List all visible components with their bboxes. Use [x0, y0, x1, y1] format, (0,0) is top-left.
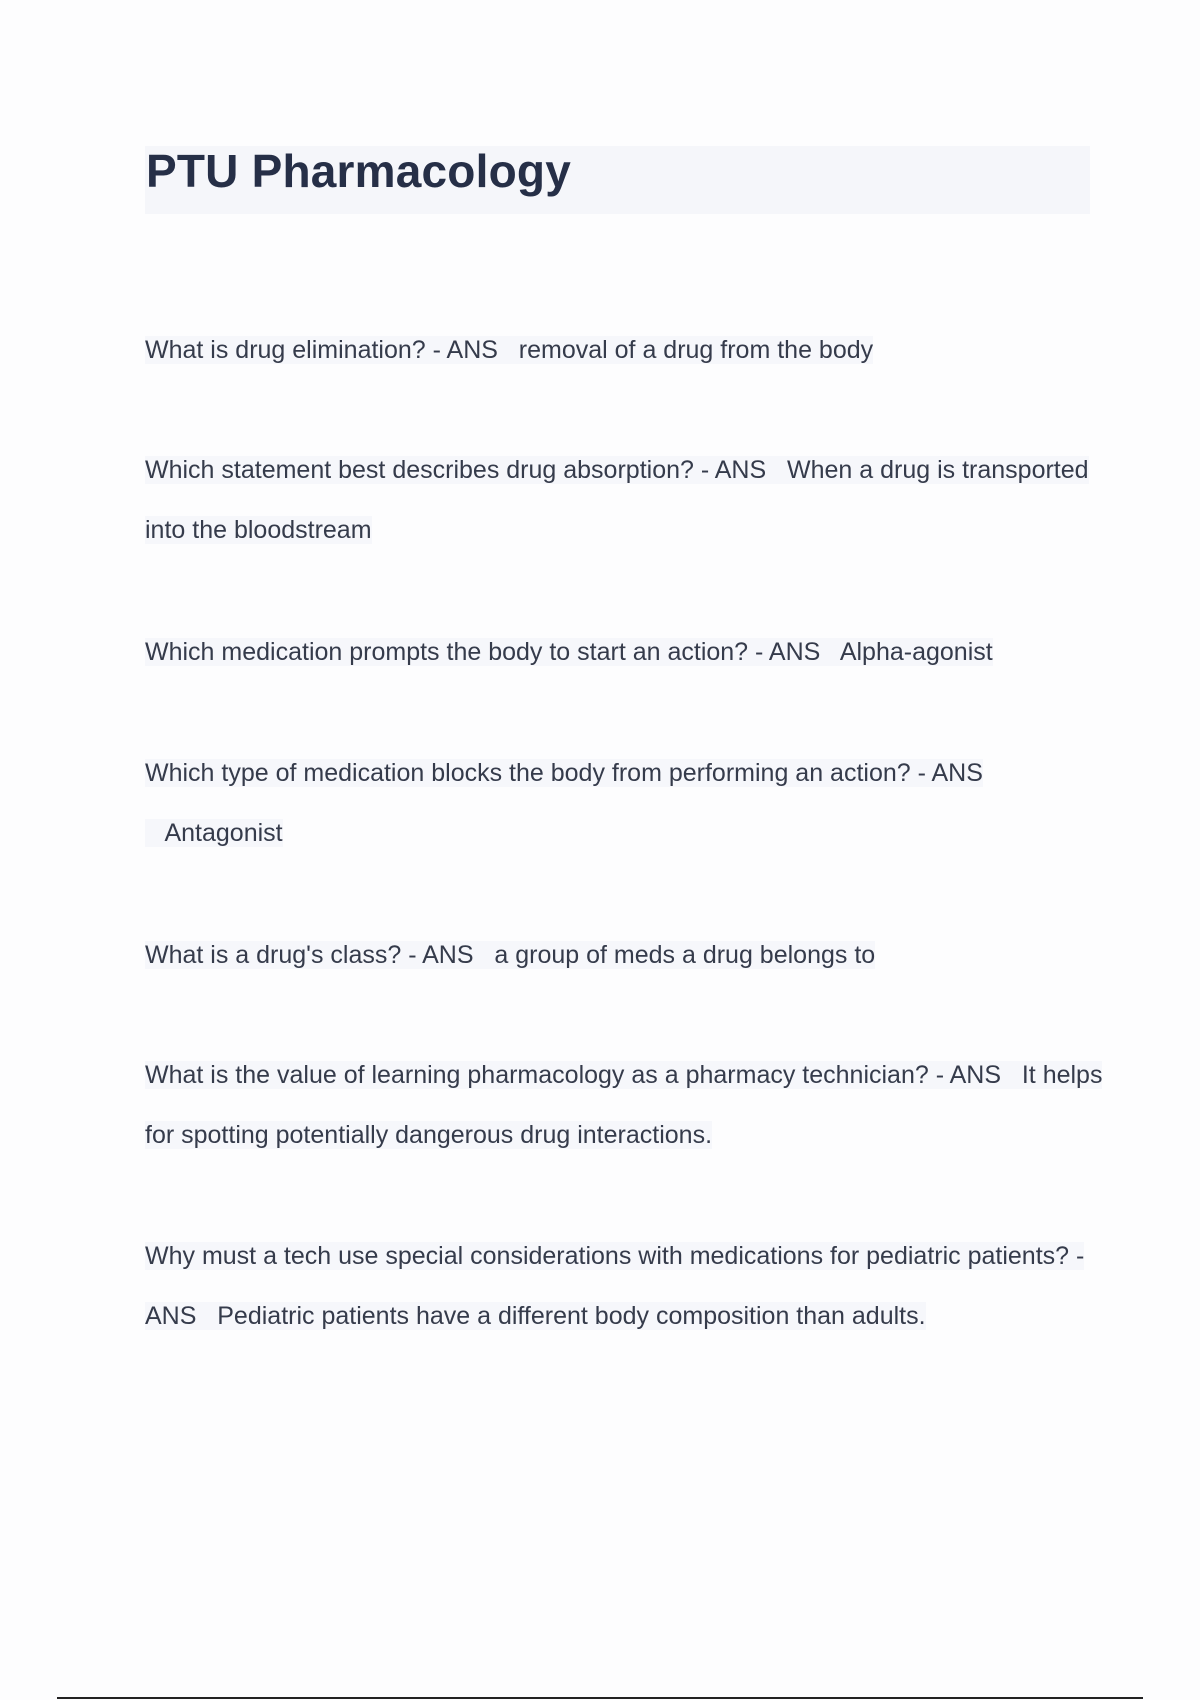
qa-item [145, 1045, 1105, 1165]
qa-item [145, 743, 1105, 863]
question-text: Which type of medication blocks the body from performing an action? - ANS [145, 759, 983, 787]
qa-item [145, 925, 1105, 985]
answer-text: Alpha-agonist [839, 638, 993, 666]
qa-item [145, 440, 1105, 560]
question-text: Which medication prompts the body to start an action? - ANS [145, 638, 821, 666]
answer-text: a group of meds a drug belongs to [494, 941, 876, 969]
question-text: Which statement best describes drug absorption? - ANS [145, 456, 767, 484]
answer-text: removal of a drug from the body [518, 336, 874, 364]
answer-text: It helps for spotting potentially dangerous drug interactions. [145, 1061, 1103, 1149]
qa-item [145, 622, 1105, 682]
question-text: What is a drug's class? - ANS [145, 941, 474, 969]
answer-text: When a drug is transported into the bloodstream [145, 456, 1089, 544]
qa-item [145, 1226, 1105, 1346]
footer-divider [57, 1697, 1143, 1699]
answer-text: Pediatric patients have a different body composition than adults. [217, 1302, 926, 1330]
question-text: What is the value of learning pharmacology as a pharmacy technician? - ANS [145, 1061, 1002, 1089]
answer-text: Antagonist [164, 819, 283, 847]
question-text: What is drug elimination? - ANS [145, 336, 498, 364]
question-text: Why must a tech use special considerations with medications for pediatric patients? - ANS [145, 1242, 1085, 1330]
page-title: PTU Pharmacology [146, 145, 571, 197]
qa-item [145, 320, 1105, 380]
